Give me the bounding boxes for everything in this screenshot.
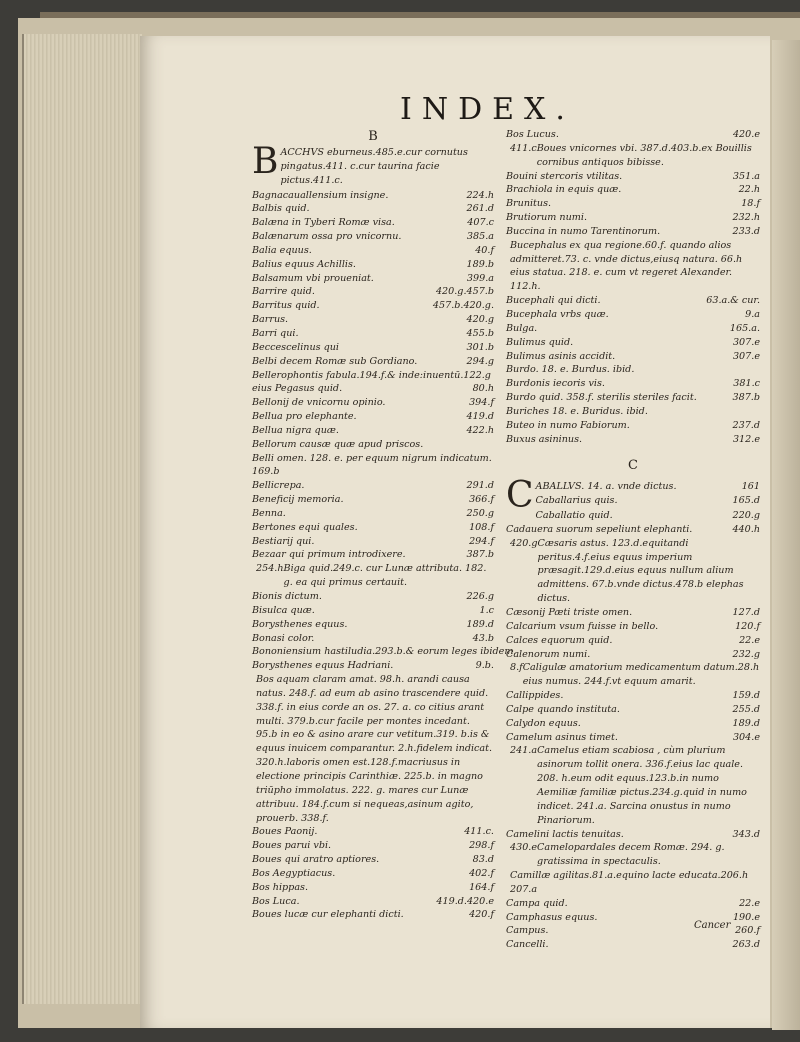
entry-text: Boues lucæ cur elephanti dicti. bbox=[252, 909, 404, 921]
entry-ref: 457.b.420.g. bbox=[432, 300, 494, 312]
index-entry bbox=[252, 825, 494, 839]
entry-ref: 165.a. bbox=[729, 322, 760, 334]
index-entry bbox=[252, 272, 494, 286]
index-entry bbox=[252, 327, 494, 341]
entry-ref: 440.h bbox=[732, 523, 760, 535]
entry-ref: 241.a bbox=[510, 745, 538, 757]
entry-ref: 260.f bbox=[735, 925, 760, 937]
entry-text: Bucephalus ex qua regione.60.f. quando alios admitteret.73. c. vnde dictus,eiusq natura. 66.h eius statua. 218. e. cum vt regeret Alexander. 112.h. bbox=[510, 239, 743, 293]
entry-ref: 22.e bbox=[739, 897, 760, 909]
index-entry bbox=[252, 452, 494, 466]
entry-text: Bagnacauallensium insigne. bbox=[252, 189, 389, 201]
entry-ref: 255.d bbox=[732, 703, 760, 715]
index-entry bbox=[506, 308, 760, 322]
entry-ref: 261.d bbox=[466, 203, 494, 215]
index-entry bbox=[252, 895, 494, 909]
entry-ref: 226.g bbox=[466, 591, 494, 602]
left-column bbox=[252, 128, 517, 922]
entry-text: Caballarius quis. bbox=[535, 495, 618, 507]
entry-ref: 237.d bbox=[732, 419, 760, 431]
entry-text: Bonasi color. bbox=[252, 632, 315, 644]
entry-ref: 385.a bbox=[466, 231, 494, 243]
entry-text: Cadauera suorum sepeliunt elephanti. bbox=[506, 523, 693, 535]
entry-text: 169.b bbox=[252, 466, 280, 478]
index-entry bbox=[252, 645, 517, 659]
entry-ref: 294.f bbox=[469, 535, 494, 547]
entry-ref: 43.b bbox=[472, 632, 494, 644]
index-entry bbox=[252, 493, 494, 507]
index-entry bbox=[506, 197, 760, 211]
index-entry bbox=[252, 230, 494, 244]
entry-text: Campus. bbox=[506, 925, 549, 937]
index-entry bbox=[506, 142, 760, 170]
index-entry bbox=[506, 350, 760, 364]
entry-text: Balbis quid. bbox=[252, 203, 310, 215]
index-entry bbox=[536, 509, 760, 523]
entry-text: Bos Lucus. bbox=[506, 129, 559, 140]
index-entry bbox=[506, 661, 760, 689]
entry-ref: 307.e bbox=[732, 336, 760, 348]
index-entry bbox=[536, 480, 760, 494]
entry-text: Camphasus equus. bbox=[506, 911, 598, 923]
entry-ref: 366.f bbox=[469, 494, 494, 506]
entry-ref: 83.d bbox=[472, 854, 494, 866]
entry-text: Balæna in Tyberi Romæ visa. bbox=[252, 217, 395, 229]
page-title: INDEX. bbox=[400, 92, 575, 127]
entry-text: Buteo in numo Fabiorum. bbox=[506, 419, 630, 431]
index-entry bbox=[506, 128, 760, 142]
entry-text: Brutiorum numi. bbox=[506, 212, 587, 224]
entry-text: ABALLVS. 14. a. vnde dictus. bbox=[535, 481, 677, 493]
entry-text: Calcarium vsum fuisse in bello. bbox=[506, 620, 659, 632]
entry-ref: 430.e bbox=[510, 842, 538, 854]
entry-text: Bezaar qui primum introdixere. bbox=[252, 549, 406, 561]
entry-text: Bestiarij qui. bbox=[252, 535, 315, 547]
entry-ref: 189.b bbox=[466, 258, 494, 270]
index-entry bbox=[252, 908, 494, 922]
entry-text: Bos aquam claram amat. 98.h. arandi causa natus. 248.f. ad eum ab asino trascendere quid. 338.f. in eius corde an os. 27. a. co citius arant multi. 379.b.cur facile per montes incedant. 95.b in eo & asino arare cur vetitum.319. b.is & equus inuicem comparantur. 2.h.fidelem indicat. 320.h.laboris omen est.128.f.macriusus in electione principis Carinthiæ. 225.b. in magno triūpho immolatus. 222. g. mares cur Lunæ attribuu. 184.f.cum si nequeas,asinum agito, prouerb. 338.f. bbox=[256, 674, 493, 824]
entry-text: Callippides. bbox=[506, 690, 564, 702]
entry-ref: 40.f bbox=[475, 244, 494, 256]
entry-ref: 387.b bbox=[466, 549, 494, 561]
entry-ref: 161 bbox=[741, 481, 760, 493]
index-entry bbox=[506, 391, 760, 405]
entry-text: Calydon equus. bbox=[506, 717, 581, 729]
index-entry bbox=[252, 244, 494, 258]
index-entry bbox=[506, 828, 760, 842]
entry-ref: 420.g bbox=[466, 314, 494, 326]
entry-text: Boues qui aratro aptiores. bbox=[252, 854, 380, 866]
entry-text: Cæsonij Pæti triste omen. bbox=[506, 607, 633, 618]
entry-ref: 301.b bbox=[466, 341, 494, 353]
index-entry bbox=[506, 523, 760, 537]
entry-ref: 312.e bbox=[732, 433, 760, 445]
entry-ref: 63.a.& cur. bbox=[706, 295, 760, 307]
entry-text: Boues parui vbi. bbox=[252, 840, 332, 852]
index-entry bbox=[252, 341, 494, 355]
entry-ref: 190.e bbox=[732, 911, 760, 923]
entry-text: Bellorum causæ quæ apud priscos. bbox=[252, 438, 424, 450]
entry-ref: 294.g bbox=[466, 355, 494, 367]
entry-text: Belli omen. 128. e. per equum nigrum indicatum. bbox=[252, 452, 492, 464]
index-entry bbox=[252, 562, 494, 590]
index-entry bbox=[252, 590, 494, 604]
entry-text: Camelini lactis tenuitas. bbox=[506, 828, 624, 840]
entry-ref: 254.h bbox=[256, 563, 284, 575]
index-entry bbox=[252, 881, 494, 895]
entry-text: Bos Luca. bbox=[252, 895, 300, 907]
index-entry bbox=[506, 703, 760, 717]
entry-text: Caballatio quid. bbox=[535, 510, 613, 522]
entry-text: Bellerophontis fabula.194.f.& inde:inuentū.122.g bbox=[252, 369, 491, 381]
entry-ref: 298.f bbox=[469, 840, 494, 852]
entry-text: Balius equus Achillis. bbox=[252, 258, 356, 270]
entry-text: Biga quid.249.c. cur Lunæ attributa. 182. g. ea qui primus certauit. bbox=[283, 563, 487, 589]
entry-text: Bionis dictum. bbox=[252, 591, 322, 602]
entry-ref: 420.e bbox=[732, 129, 760, 140]
entry-text: Benna. bbox=[252, 507, 286, 519]
entry-text: Burdonis iecoris vis. bbox=[506, 378, 605, 390]
index-entry bbox=[506, 419, 760, 433]
entry-ref: 9.b. bbox=[475, 660, 494, 672]
entry-text: Bertones equi quales. bbox=[252, 521, 358, 533]
index-entry bbox=[252, 424, 494, 438]
entry-ref bbox=[756, 405, 760, 419]
entry-text: eius Pegasus quid. bbox=[252, 383, 343, 395]
index-entry bbox=[252, 465, 494, 479]
right-column bbox=[506, 128, 760, 952]
entry-text: Borysthenes equus Hadriani. bbox=[252, 660, 394, 672]
entry-text: Bononiensium hastiludia.293.b.& eorum leges ibidem. bbox=[252, 646, 517, 658]
index-entry bbox=[506, 363, 760, 377]
entry-ref: 304.e bbox=[732, 731, 760, 743]
entry-text: Barri qui. bbox=[252, 327, 299, 339]
entry-ref: 165.d bbox=[732, 495, 760, 507]
entry-text: Bucephali qui dicti. bbox=[506, 295, 601, 307]
index-entry bbox=[506, 717, 760, 731]
entry-ref: 189.d bbox=[466, 618, 494, 630]
index-entry bbox=[252, 216, 494, 230]
entry-text: Camelus etiam scabiosa , cùm plurium asinorum tollit onera. 336.f.eius lac quale. 208. h.eum odit equus.123.b.in numo Aemiliæ familiæ pictus.234.g.quid in numo indicet. 241.a. Sarcina onustus in numo Pinariorum. bbox=[537, 745, 747, 826]
index-entry bbox=[506, 336, 760, 350]
entry-ref: 232.g bbox=[732, 648, 760, 660]
entry-text: Cæsaris astus. 123.d.equitandi peritus.4.f.eius equus imperium præsagit.129.d.eius equus nullum alium admittens. 67.b.vnde dictus.478.b elephas dictus. bbox=[537, 537, 744, 605]
entry-ref: 422.h bbox=[466, 424, 494, 436]
entry-ref: 399.a bbox=[466, 272, 494, 284]
index-entry bbox=[506, 294, 760, 308]
index-entry bbox=[506, 322, 760, 336]
index-entry bbox=[252, 355, 494, 369]
entry-ref: 420.f bbox=[469, 909, 494, 921]
entry-text: Calces equorum quid. bbox=[506, 634, 613, 646]
entry-text: Bellua pro elephante. bbox=[252, 411, 357, 423]
entry-text: Balænarum ossa pro vnicornu. bbox=[252, 231, 402, 243]
index-entry bbox=[252, 659, 494, 673]
index-entry bbox=[252, 673, 494, 825]
entry-text: Burdo quid. 358.f. sterilis steriles facit. bbox=[506, 392, 697, 404]
entry-text: Boues Paonij. bbox=[252, 826, 318, 838]
entry-ref: 22.e bbox=[739, 634, 760, 646]
index-entry bbox=[252, 189, 494, 203]
index-entry bbox=[252, 202, 494, 216]
index-entry bbox=[506, 689, 760, 703]
entry-ref: 351.a bbox=[732, 170, 760, 182]
index-entry bbox=[252, 853, 494, 867]
entry-ref: 455.b bbox=[466, 327, 494, 339]
index-entry bbox=[252, 618, 494, 632]
entry-text: Beneficij memoria. bbox=[252, 494, 344, 506]
entry-text: Bulimus asinis accidit. bbox=[506, 350, 616, 362]
index-entry bbox=[252, 535, 494, 549]
first-entry-b bbox=[252, 141, 494, 188]
right-b-entry-list bbox=[506, 128, 760, 446]
entry-text: Calpe quando instituta. bbox=[506, 703, 620, 715]
entry-text: Bulimus quid. bbox=[506, 336, 574, 348]
entry-ref: 402.f bbox=[469, 867, 494, 879]
index-entry bbox=[506, 648, 760, 662]
dropcap-c: C bbox=[506, 475, 534, 517]
index-entry bbox=[506, 433, 760, 447]
entry-ref: 420.g bbox=[510, 537, 538, 549]
entry-text: Balia equus. bbox=[252, 244, 312, 256]
entry-ref: 387.b bbox=[732, 392, 760, 404]
entry-ref: 250.g bbox=[466, 507, 494, 519]
entry-text: Calenorum numi. bbox=[506, 648, 591, 660]
index-entry bbox=[506, 225, 760, 239]
entry-ref: 381.c bbox=[733, 378, 760, 390]
entry-text: Cancelli. bbox=[506, 939, 549, 951]
entry-ref bbox=[756, 363, 760, 377]
entry-text: Brunitus. bbox=[506, 198, 552, 210]
entry-ref: 1.c bbox=[479, 604, 494, 616]
entry-text: Camelum asinus timet. bbox=[506, 731, 618, 743]
index-entry bbox=[252, 258, 494, 272]
entry-ref: 120.f bbox=[735, 620, 760, 632]
entry-ref bbox=[490, 438, 494, 452]
entry-text: Bellicrepa. bbox=[252, 480, 305, 492]
entry-text: Campa quid. bbox=[506, 897, 568, 909]
section-letter-b: B bbox=[368, 129, 378, 144]
entry-text: Bulga. bbox=[506, 322, 538, 334]
entry-ref: 18.f bbox=[741, 198, 760, 210]
entry-text: Borysthenes equus. bbox=[252, 618, 348, 630]
entry-ref bbox=[491, 369, 495, 383]
entry-ref bbox=[492, 452, 496, 466]
index-entry bbox=[506, 620, 760, 634]
entry-ref: 9.a bbox=[745, 308, 760, 320]
entry-ref: 80.h bbox=[472, 383, 494, 395]
index-entry bbox=[252, 507, 494, 521]
index-entry bbox=[252, 604, 494, 618]
entry-text: Buccina in numo Tarentinorum. bbox=[506, 225, 661, 237]
index-entry bbox=[506, 606, 760, 620]
section-letter-c: C bbox=[628, 458, 638, 474]
entry-ref: 307.e bbox=[732, 350, 760, 362]
index-entry bbox=[506, 183, 760, 197]
entry-text: Caligulæ amatorium medicamentum datum.28.h eius numus. 244.f.vt equum amarit. bbox=[522, 662, 760, 688]
catchword: Cancer bbox=[694, 920, 731, 931]
entry-text: Bellonij de vnicornu opinio. bbox=[252, 397, 386, 409]
index-entry bbox=[506, 170, 760, 184]
index-entry bbox=[506, 731, 760, 745]
index-entry bbox=[252, 632, 494, 646]
index-entry bbox=[506, 938, 760, 952]
dropcap-b: B bbox=[252, 141, 279, 182]
entry-ref: 189.d bbox=[732, 717, 760, 729]
left-entry-list bbox=[252, 189, 517, 923]
index-entry bbox=[252, 299, 494, 313]
entry-text: Bos Aegyptiacus. bbox=[252, 867, 336, 879]
index-entry bbox=[536, 494, 760, 508]
index-entry bbox=[252, 521, 494, 535]
entry-ref: 233.d bbox=[732, 225, 760, 237]
entry-ref: 419.d bbox=[466, 411, 494, 423]
entry-text: Barrire quid. bbox=[252, 286, 315, 298]
right-page-edge bbox=[772, 40, 800, 1030]
index-entry bbox=[252, 396, 494, 410]
index-entry bbox=[506, 634, 760, 648]
index-entry bbox=[252, 313, 494, 327]
entry-ref: 420.g.457.b bbox=[435, 286, 494, 298]
index-entry bbox=[506, 841, 760, 869]
index-entry bbox=[506, 744, 760, 827]
entry-text: Boues vnicornes vbi. 387.d.403.b.ex Bouillis cornibus antiquos bibisse. bbox=[536, 142, 752, 168]
entry-ref: 407.c bbox=[467, 217, 494, 229]
entry-text: Barritus quid. bbox=[252, 300, 320, 312]
entry-text: Camillæ agilitas.81.a.equino lacte educata.206.h 207.a bbox=[510, 870, 749, 895]
entry-ref: 127.d bbox=[732, 607, 760, 618]
index-entry bbox=[252, 479, 494, 493]
first-entry-text: ACCHVS eburneus.485.e.cur cornutus pingatus.411. c.cur taurina facie pictus.411.c. bbox=[280, 147, 468, 186]
page-edges bbox=[22, 34, 142, 1004]
entry-ref: 224.h bbox=[466, 189, 494, 201]
index-entry bbox=[506, 537, 760, 606]
right-c-entry-list bbox=[506, 509, 760, 952]
index-entry bbox=[506, 211, 760, 225]
index-entry bbox=[252, 438, 494, 452]
entry-ref: 411.c. bbox=[464, 826, 494, 838]
entry-text: Burdo. 18. e. Burdus. ibid. bbox=[506, 364, 635, 376]
entry-text: Buriches 18. e. Buridus. ibid. bbox=[506, 405, 648, 417]
entry-ref: 22.h bbox=[738, 184, 760, 196]
entry-ref: 8.f bbox=[510, 662, 523, 674]
entry-ref bbox=[490, 465, 494, 479]
index-entry bbox=[252, 867, 494, 881]
index-entry bbox=[506, 869, 760, 897]
index-entry bbox=[252, 839, 494, 853]
entry-text: Camelopardales decem Romæ. 294. g. gratissima in spectaculis. bbox=[537, 842, 725, 868]
entry-ref: 164.f bbox=[469, 881, 494, 893]
entry-text: Bellua nigra quæ. bbox=[252, 424, 339, 436]
entry-ref: 159.d bbox=[732, 690, 760, 702]
entry-text: Bouini stercoris vtilitas. bbox=[506, 170, 623, 182]
entry-text: Barrus. bbox=[252, 314, 289, 326]
index-entry bbox=[506, 405, 760, 419]
entry-ref: 263.d bbox=[732, 939, 760, 951]
entry-text: Beccescelinus qui bbox=[252, 341, 339, 353]
index-entry bbox=[252, 410, 494, 424]
index-entry bbox=[252, 548, 494, 562]
entry-ref: 220.g bbox=[732, 510, 760, 522]
entry-text: Bos hippas. bbox=[252, 881, 309, 893]
entry-text: Belbi decem Romæ sub Gordiano. bbox=[252, 355, 418, 367]
entry-ref: 411.c bbox=[510, 142, 537, 154]
index-entry bbox=[252, 285, 494, 299]
entry-ref: 343.d bbox=[732, 828, 760, 840]
entry-ref: 232.h bbox=[732, 212, 760, 224]
entry-text: Balsamum vbi proueniat. bbox=[252, 272, 374, 284]
entry-text: Bisulca quæ. bbox=[252, 604, 315, 616]
index-entry bbox=[506, 897, 760, 911]
index-entry bbox=[252, 382, 494, 396]
entry-ref: 419.d.420.e bbox=[436, 895, 494, 907]
entry-ref: 108.f bbox=[469, 521, 494, 533]
entry-text: Bucephala vrbs quæ. bbox=[506, 308, 609, 320]
entry-ref: 394.f bbox=[469, 397, 494, 409]
entry-text: Brachiola in equis quæ. bbox=[506, 184, 622, 196]
entry-ref: 291.d bbox=[466, 480, 494, 492]
entry-text: Buxus asininus. bbox=[506, 433, 583, 445]
index-entry bbox=[506, 377, 760, 391]
index-entry bbox=[252, 369, 494, 383]
index-entry bbox=[506, 239, 760, 294]
